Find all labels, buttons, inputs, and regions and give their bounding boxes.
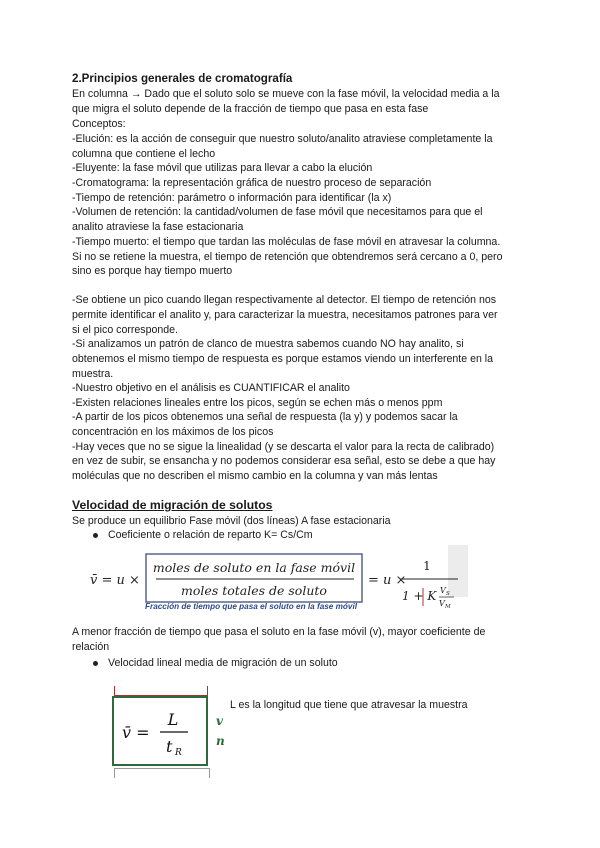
intro-line-1: En columna → Dado que el soluto solo se mueve con la fase móvil, la velocidad media a la — [72, 88, 500, 100]
conceptos-label: Conceptos: — [72, 118, 126, 130]
observation-line: moléculas que no describen el mismo cambio en la columna y van más lentas — [72, 470, 438, 482]
eq1-caption: Fracción de tiempo que pasa el soluto en la fase móvil — [145, 602, 358, 611]
observation-line: -Se obtiene un pico cuando llegan respectivamente al detector. El tiempo de retención nos — [72, 294, 497, 306]
eq1-numerator: moles de soluto en la fase móvil — [152, 560, 356, 575]
bullet-k-coefficient: Coeficiente o relación de reparto K= Cs/Cm — [108, 529, 313, 541]
observation-line: -A partir de los picos obtenemos una señal de respuesta (la y) y podemos sacar la — [72, 411, 458, 423]
observation-line: -Hay veces que no se sigue la linealidad (y se descarta el valor para la recta de calibrado) — [72, 441, 495, 453]
eq1-vs: V — [440, 586, 446, 595]
eq2-lhs: v̄ = — [122, 723, 150, 742]
after-eq-line-1: A menor fracción de tiempo que pasa el soluto en la fase móvil (v), mayor coeficiente de — [72, 626, 486, 638]
eq1-one-plus-k: 1 + K — [402, 589, 437, 603]
concept-line: Si no se retiene la muestra, el tiempo de retención que obtendremos será cercano a 0, pero — [72, 251, 503, 263]
eq2-num: L — [167, 710, 179, 729]
observation-line: permite identificar el analito y, para caracterizar la muestra, necesitamos patrones para ver — [72, 309, 498, 321]
concept-line: analito atraviese la fase estacionaria — [72, 221, 244, 233]
observation-line: obtenemos el mismo tiempo de respuesta es porque estamos viendo un interferente en la — [72, 353, 494, 365]
eq1-one: 1 — [423, 559, 431, 573]
eq1-lhs: v̄ = u × — [90, 573, 140, 588]
concept-line: -Tiempo de retención: parámetro o información para identificar (la x) — [72, 192, 392, 204]
concept-line: -Elución: es la acción de conseguir que nuestro soluto/analito atraviese completamente la — [72, 133, 493, 145]
bullet-velocidad-lineal: Velocidad lineal media de migración de un soluto — [108, 657, 338, 669]
eq1-mid: = u × — [368, 573, 407, 588]
eq1-vm: V — [439, 599, 445, 608]
velocity-equation-box — [112, 696, 208, 766]
eq1-vm-sub: M — [445, 604, 451, 610]
eq1-vs-sub: S — [446, 591, 450, 597]
observation-line: -Nuestro objetivo en el análisis es CUANTIFICAR el analito — [72, 382, 350, 394]
observation-line: -Si analizamos un patrón de clanco de muestra sabemos cuando NO hay analito, si — [72, 338, 464, 350]
eq2-den-sub: R — [175, 748, 182, 758]
concept-line: columna que contiene el lecho — [72, 148, 216, 160]
after-eq-line-2: relación — [72, 641, 110, 653]
eq1-denominator: moles totales de soluto — [181, 583, 327, 598]
bullet-dot — [93, 533, 98, 538]
equilibrium-line: Se produce un equilibrio Fase móvil (dos líneas) A fase estacionaria — [72, 515, 391, 527]
length-note: L es la longitud que tiene que atravesar la muestra — [230, 699, 468, 711]
observation-line: muestra. — [72, 368, 114, 380]
subsection-title: Velocidad de migración de solutos — [72, 498, 273, 512]
observation-line: si el pico corresponde. — [72, 324, 178, 336]
concept-line: -Volumen de retención: la cantidad/volumen de fase móvil que necesitamos para que el — [72, 206, 483, 218]
concept-line: -Eluyente: la fase móvil que utilizas para llevar a cabo la elución — [72, 162, 373, 174]
eq2-side-n: n — [216, 734, 225, 748]
eq2-den: t — [166, 737, 173, 756]
fraction-time-equation — [90, 548, 470, 610]
concept-line: sino es porque hay tiempo muerto — [72, 265, 233, 277]
eq2-grey-frame — [114, 768, 210, 778]
concept-line: -Tiempo muerto: el tiempo que tardan las moléculas de fase móvil en atravesar la columna. — [72, 236, 501, 248]
eq2-side-v: v — [216, 714, 223, 728]
observation-line: concentración en los máximos de los picos — [72, 426, 274, 438]
observation-line: -Existen relaciones lineales entre los picos, según se echen más o menos ppm — [72, 397, 443, 409]
section-title: 2.Principios generales de cromatografía — [72, 72, 293, 85]
concept-line: -Cromatograma: la representación gráfica de nuestro proceso de separación — [72, 177, 432, 189]
intro-line-2: que migra el soluto depende de la fracción de tiempo que pasa en esta fase — [72, 103, 429, 115]
bullet-dot — [93, 661, 98, 666]
eq2-red-frame — [114, 686, 208, 696]
observation-line: en vez de subir, se ensancha y no podemos considerar esa señal, esto se debe a que hay — [72, 455, 496, 467]
